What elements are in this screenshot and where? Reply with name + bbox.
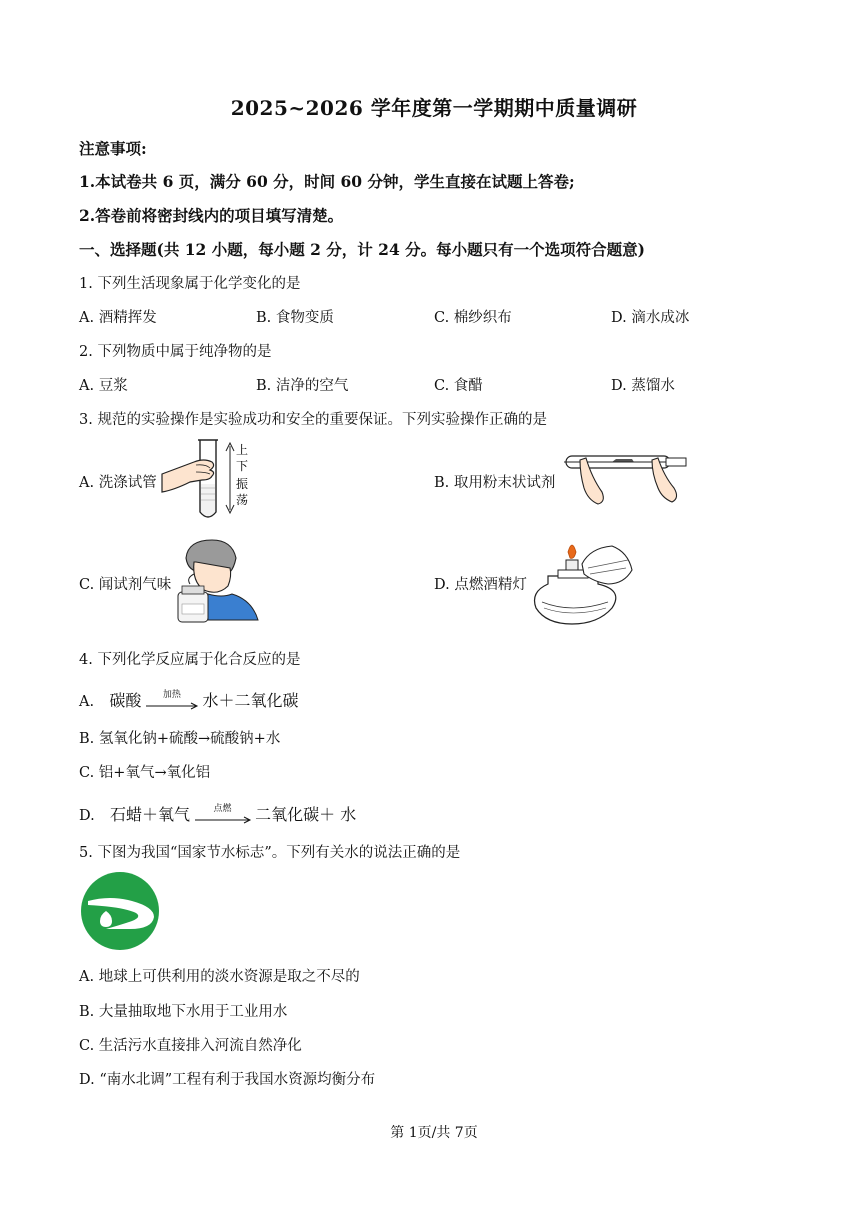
question-5-stem: 5. 下图为我国“国家节水标志”。下列有关水的说法正确的是: [79, 845, 461, 861]
shake-label-2: 下: [236, 459, 249, 473]
question-3-option-a[interactable]: A. 洗涤试管: [79, 475, 157, 491]
reaction-arrow-icon: [195, 816, 251, 824]
question-3-option-d[interactable]: D. 点燃酒精灯: [434, 577, 527, 593]
question-4-stem: 4. 下列化学反应属于化合反应的是: [79, 652, 301, 668]
smelling-reagent-illustration: [172, 538, 262, 624]
shake-label-3: 振: [236, 477, 249, 491]
question-4-option-c[interactable]: C. 铝+氧气→氧化铝: [79, 765, 211, 781]
notice-item-1: 1.本试卷共 6 页，满分 60 分，时间 60 分钟，学生直接在试题上答卷;: [79, 172, 575, 191]
option-d-label: D.: [79, 808, 95, 824]
question-5-option-c[interactable]: C. 生活污水直接排入河流自然净化: [79, 1038, 302, 1054]
notice-heading: 注意事项:: [79, 139, 147, 158]
question-5-option-a[interactable]: A. 地球上可供利用的淡水资源是取之不尽的: [79, 969, 360, 985]
option-d-product: 二氧化碳＋ 水: [255, 805, 357, 824]
question-1-option-c[interactable]: C. 棉纱织布: [434, 310, 512, 326]
question-1-option-d[interactable]: D. 滴水成冰: [611, 310, 690, 326]
question-1-option-a[interactable]: A. 酒精挥发: [79, 310, 157, 326]
option-a-condition: 加热: [162, 690, 181, 700]
page-footer: 第 1页/共 7页: [390, 1125, 478, 1141]
question-4-option-d[interactable]: [79, 802, 356, 825]
question-1-stem: 1. 下列生活现象属于化学变化的是: [79, 276, 301, 292]
powder-reagent-illustration: [562, 448, 692, 508]
test-tube-shaking-illustration: [160, 438, 255, 524]
shake-label-1: 上: [236, 443, 249, 457]
question-2-stem: 2. 下列物质中属于纯净物的是: [79, 344, 272, 360]
option-a-label: A.: [79, 694, 95, 710]
question-3-stem: 3. 规范的实验操作是实验成功和安全的重要保证。下列实验操作正确的是: [79, 412, 547, 428]
alcohol-lamp-illustration: [528, 538, 638, 628]
question-1-option-b[interactable]: B. 食物变质: [256, 310, 334, 326]
question-2-option-d[interactable]: D. 蒸馏水: [611, 378, 675, 394]
question-4-option-a[interactable]: [79, 688, 299, 711]
option-d-condition: 点燃: [213, 804, 232, 814]
option-d-reactant: 石蜡＋氧气: [109, 805, 190, 824]
section-heading: 一、选择题(共 12 小题，每小题 2 分，计 24 分。每小题只有一个选项符合题意): [79, 240, 645, 259]
question-4-option-b[interactable]: B. 氢氧化钠+硫酸→硫酸钠+水: [79, 731, 281, 747]
option-a-reactant: 碳酸: [109, 691, 142, 710]
question-5-option-d[interactable]: D. “南水北调”工程有利于我国水资源均衡分布: [79, 1072, 376, 1088]
reaction-arrow-icon: [146, 702, 198, 710]
shake-label-4: 荡: [236, 493, 249, 507]
water-saving-logo-icon: [80, 871, 160, 951]
question-3-option-c[interactable]: C. 闻试剂气味: [79, 577, 172, 593]
question-3-option-b[interactable]: B. 取用粉末状试剂: [434, 475, 556, 491]
question-2-option-c[interactable]: C. 食醋: [434, 378, 483, 394]
option-a-product: 水＋二氧化碳: [202, 691, 299, 710]
question-2-option-a[interactable]: A. 豆浆: [79, 378, 128, 394]
notice-item-2: 2.答卷前将密封线内的项目填写清楚。: [79, 206, 344, 225]
page-title: 2025~2026 学年度第一学期期中质量调研: [230, 96, 638, 120]
question-2-option-b[interactable]: B. 洁净的空气: [256, 378, 349, 394]
question-5-option-b[interactable]: B. 大量抽取地下水用于工业用水: [79, 1004, 288, 1020]
